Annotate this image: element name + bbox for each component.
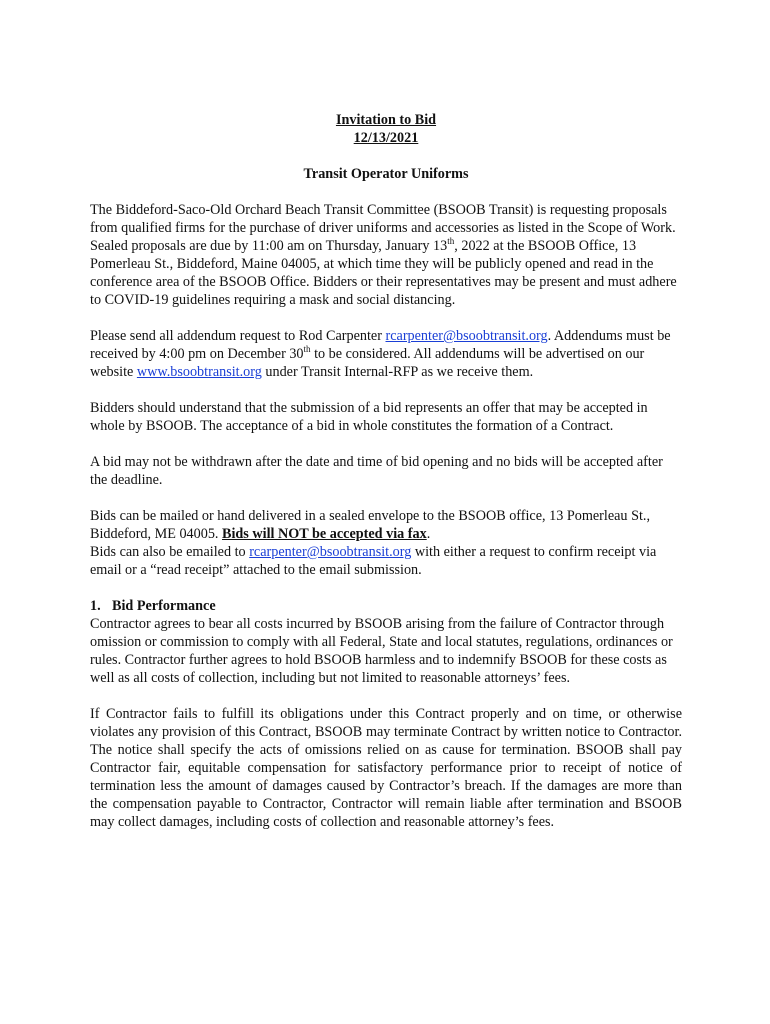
intro-paragraph: The Biddeford-Saco-Old Orchard Beach Transit Committee (BSOOB Transit) is requesting proposals from qualified firms for the purchase of driver uniforms and accessories as listed in the Scope of Work. bbox=[90, 202, 676, 236]
delivery-paragraph: Bids can be mailed or hand delivered in a sealed envelope to the BSOOB office, 13 Pomerleau St., Biddeford, ME 04005. Bids will NOT be accepted via fax. bbox=[90, 508, 650, 542]
withdraw-paragraph: A bid may not be withdrawn after the date and time of bid opening and no bids will be accepted after the deadline. bbox=[90, 454, 663, 488]
no-fax-notice: Bids will NOT be accepted via fax bbox=[222, 526, 427, 542]
understand-paragraph: Bidders should understand that the submission of a bid represents an offer that may be accepted in whole by BSOOB. The acceptance of a bid in whole constitutes the formation of a Contract. bbox=[90, 400, 648, 434]
termination-paragraph: If Contractor fails to fulfill its obligations under this Contract properly and on time, or otherwise violates any provision of this Contract, BSOOB may terminate Contract by written notice to Contractor. The notice shall specify the acts of omissions relied on as cause for termination. BSOOB shall pay Contractor fair, equitable compensation for satisfactory performance prior to receipt of notice of termination less the amount of damages caused by Contractor’s breach. If the damages are more than the compensation payable to Contractor, Contractor will remain liable after termination and BSOOB may collect damages, including costs of collection and reasonable attorney’s fees. bbox=[90, 706, 682, 830]
document-body bbox=[90, 111, 682, 831]
website-link[interactable]: www.bsoobtransit.org bbox=[136, 364, 262, 380]
addendum-paragraph: Please send all addendum request to Rod Carpenter rcarpenter@bsoobtransit.org. Addendums must be received by 4:00 pm on December 30th to be considered. All addendums will be advertised on our website www.bsoobtransit.org under Transit Internal-RFP as we receive them. bbox=[90, 328, 671, 380]
section-heading: 1. Bid Performance bbox=[90, 598, 216, 614]
addendum-email-link[interactable]: rcarpenter@bsoobtransit.org bbox=[385, 328, 548, 344]
doc-subject: Transit Operator Uniforms bbox=[303, 166, 469, 182]
sealed-proposals-paragraph: Sealed proposals are due by 11:00 am on Thursday, January 13th, 2022 at the BSOOB Office, 13 Pomerleau St., Biddeford, Maine 04005, at which time they will be publicly opened and read in the conference area of the BSOOB Office. Bidders or their representatives may be present and must adhere to COVID-19 guidelines requiring a mask and social distancing. bbox=[90, 236, 677, 308]
email-submission-paragraph: Bids can also be emailed to rcarpenter@bsoobtransit.org with either a request to confirm receipt via email or a “read receipt” attached to the email submission. bbox=[90, 544, 657, 578]
submission-email-link[interactable]: rcarpenter@bsoobtransit.org bbox=[249, 544, 412, 560]
doc-date: 12/13/2021 bbox=[353, 130, 419, 146]
doc-title: Invitation to Bid bbox=[335, 112, 437, 128]
bid-performance-paragraph: Contractor agrees to bear all costs incurred by BSOOB arising from the failure of Contractor through omission or commission to comply with all Federal, State and local statutes, regulations, ordinances or rules. Contractor further agrees to hold BSOOB harmless and to indemnify BSOOB for these costs as well as all costs of collection, including but not limited to reasonable attorneys’ fees. bbox=[90, 616, 673, 686]
